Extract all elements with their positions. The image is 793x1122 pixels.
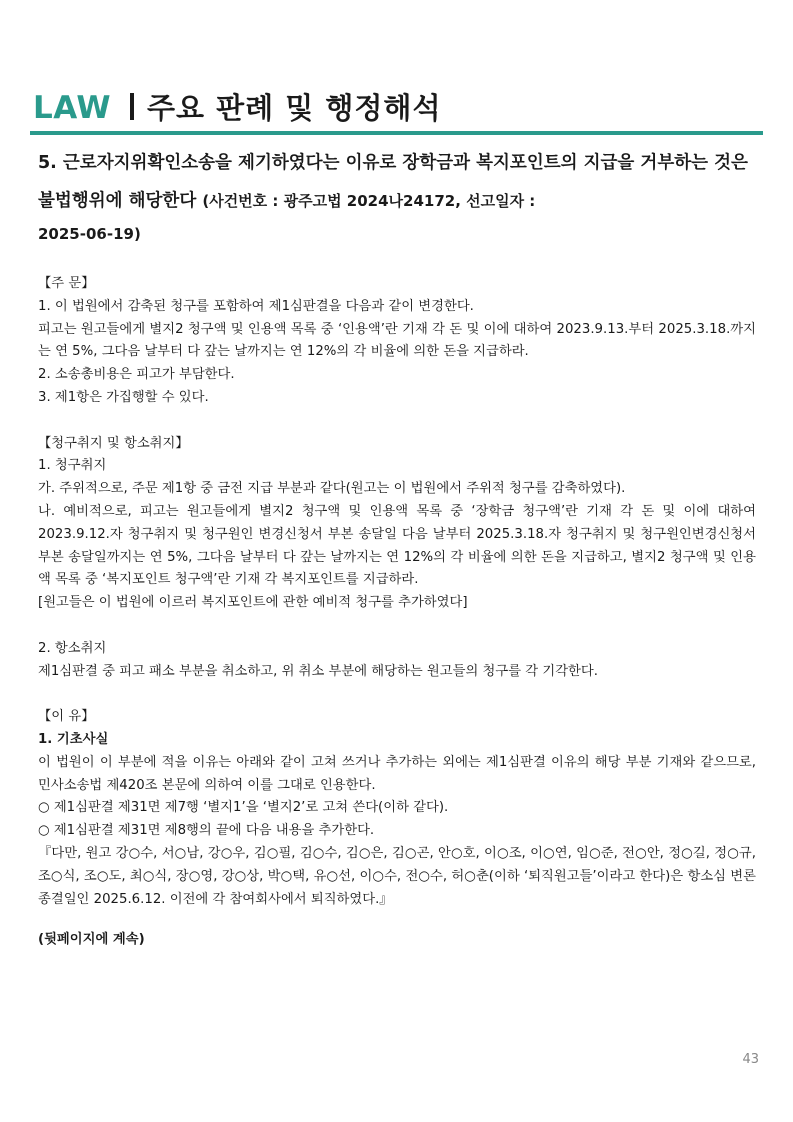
paragraph: 피고는 원고들에게 별지2 청구액 및 인용액 목록 중 ‘인용액’란 기재 각 돈 및 이에 대하여 2023.9.13.부터 2025.3.18.까지는 연 5%, 그다음 날부터 다 갚는 날까지는 연 12%의 각 비율에 의한 돈을 지급하라. bbox=[38, 321, 756, 360]
paragraph: 2. 소송총비용은 피고가 부담한다. bbox=[38, 367, 235, 383]
case-date: 2025-06-19) bbox=[38, 225, 141, 243]
document-body bbox=[38, 273, 756, 952]
heading-order: 【주 문】 bbox=[38, 276, 95, 291]
heading-reasons: 【이 유】 bbox=[38, 709, 95, 725]
spacer bbox=[38, 683, 756, 706]
law-label: LAW bbox=[33, 90, 112, 126]
paragraph: 3. 제1항은 가집행할 수 있다. bbox=[38, 389, 209, 405]
paragraph: ○ 제1심판결 제31면 제8행의 끝에 다음 내용을 추가한다. bbox=[38, 823, 375, 839]
page-header bbox=[33, 86, 441, 130]
heading-claims: 【청구취지 및 항소취지】 bbox=[38, 435, 189, 451]
spacer bbox=[38, 410, 756, 433]
paragraph: 1. 청구취지 bbox=[38, 458, 107, 474]
page-number: 43 bbox=[742, 1052, 759, 1067]
paragraph: 『다만, 원고 강○수, 서○남, 강○우, 김○필, 김○수, 김○은, 김○곤, 안○호, 이○조, 이○연, 임○준, 전○안, 정○길, 정○규, 조○식, 조○도, 최○식, 장○영, 강○상, 박○택, 유○선, 이○수, 전○수, 허○춘(이하 ‘퇴직원고들’이라고 한다)은 항소심 변론종결일인 2025.6.12. 이전에 각 참여회사에서 퇴직하였다.』 bbox=[38, 845, 756, 907]
section-title: 주요 판례 및 행정해석 bbox=[147, 91, 442, 125]
paragraph: 나. 예비적으로, 피고는 원고들에게 별지2 청구액 및 인용액 목록 중 ‘장학금 청구액’란 기재 각 돈 및 이에 대하여 2023.9.12.자 청구취지 및 청구원인 변경신청서 부본 송달일 다음 날부터 2025.3.18.자 청구취지 및 청구원인변경신청서 부본 송달일까지는 연 5%, 그다음 날부터 다 갚는 날까지는 연 12%의 각 비율에 의한 돈을 지급하고, 별지2 청구액 및 인용액 목록 중 ‘복지포인트 청구액’란 기재 각 복지포인트를 지급하라. bbox=[38, 503, 756, 588]
subheading-basic-facts: 1. 기초사실 bbox=[38, 731, 109, 747]
paragraph: ○ 제1심판결 제31면 제7행 ‘별지1’을 ‘별지2’로 고쳐 쓴다(이하 같다). bbox=[38, 800, 449, 816]
header-rule bbox=[30, 131, 763, 135]
paragraph: [원고들은 이 법원에 이르러 복지포인트에 관한 예비적 청구를 추가하였다] bbox=[38, 595, 468, 611]
paragraph: 1. 이 법원에서 감축된 청구를 포함하여 제1심판결을 다음과 같이 변경한다. bbox=[38, 298, 474, 314]
case-title-main: 5. 근로자지위확인소송을 제기하였다는 이유로 장학금과 복지포인트의 지급을 거부하는 것은 불법행위에 해당한다 bbox=[38, 153, 748, 211]
case-title bbox=[38, 144, 758, 246]
case-meta: (사건번호 : 광주고법 2024나24172, 선고일자 : bbox=[202, 192, 536, 210]
continued-note: (뒷페이지에 계속) bbox=[38, 932, 145, 948]
spacer bbox=[38, 615, 756, 638]
paragraph: 2. 항소취지 bbox=[38, 640, 107, 656]
paragraph: 이 법원이 이 부분에 적을 이유는 아래와 같이 고쳐 쓰거나 추가하는 외에는 제1심판결 이유의 해당 부분 기재와 같으므로, 민사소송법 제420조 본문에 의하여 이를 그대로 인용한다. bbox=[38, 754, 756, 793]
paragraph: 가. 주위적으로, 주문 제1항 중 금전 지급 부분과 같다(원고는 이 법원에서 주위적 청구를 감축하였다). bbox=[38, 481, 626, 497]
paragraph: 제1심판결 중 피고 패소 부분을 취소하고, 위 취소 부분에 해당하는 원고들의 청구를 각 기각한다. bbox=[38, 663, 598, 679]
header-divider-bar bbox=[130, 93, 134, 120]
